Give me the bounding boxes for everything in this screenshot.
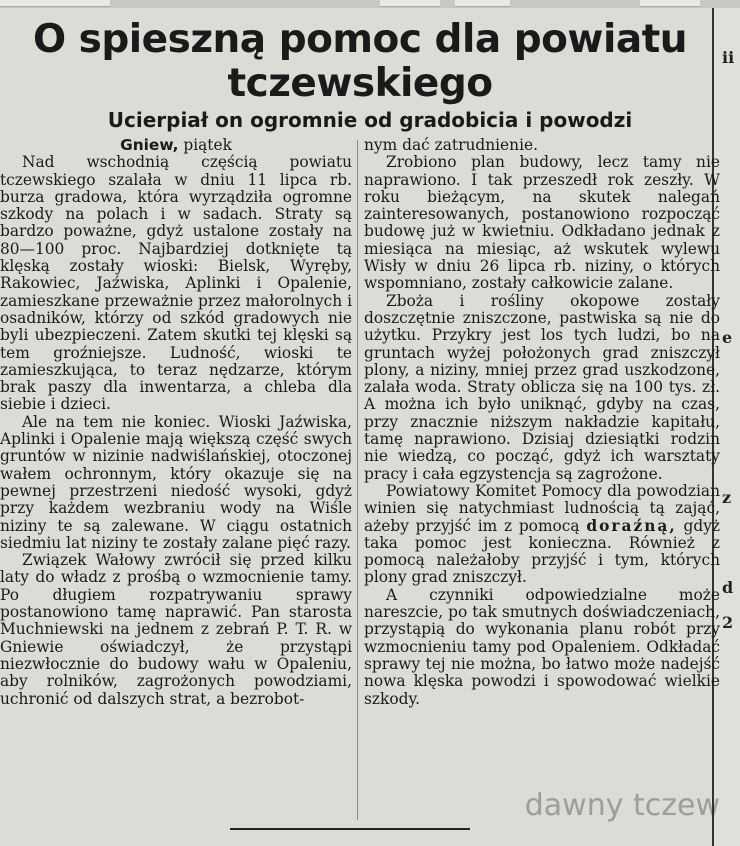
paragraph: Nad wschodnią częścią powiatu tczewskiego szalała w dniu 11 lipca rb. burza gradowa, która wyrządziła ogromne szkody na polach i w sadach. Straty są bardzo poważne, gdyż ustalone zostały na 80—100 proc. Najbardziej dotknięte tą klęską zostały wioski: Bielsk, Wyręby, Rakowiec, Jaźwiska, Aplinki i Opalenie, zamieszkane przeważnie przez małorolnych i osadników, którzy od szkód gradowych nie byli ubezpieczeni. Zatem skutki tej klęski są tem groźniejsze. Ludność, wioski te zamieszkująca, to teraz nędzarze, którym brak paszy dla inwentarza, a chleba dla siebie i dzieci. [0, 153, 353, 414]
top-strip-segment [455, 0, 510, 7]
dateline-place: Gniew, [120, 136, 179, 154]
margin-fragment: z [722, 488, 732, 507]
margin-fragment: ii [722, 48, 735, 67]
watermark: dawny tczew [524, 788, 720, 823]
paragraph: Związek Wałowy zwrócił się przed kilku laty do władz z prośbą o wzmocnienie tamy. Po długiem rozpatrywaniu sprawy postanowiono tamę naprawić. Pan starosta Muchniewski na jednem z zebrań P. T. R. w Gniewie oświadczył, że przystąpi niezwłocznie do budowy wału w Opaleniu, aby rolników, zagrożonych powodziami, uchronić od dalszych strat, a bezrobot- [0, 551, 352, 708]
article-column-right [364, 137, 720, 708]
paragraph: Ale na tem nie koniec. Wioski Jaźwiska, Aplinki i Opalenie mają większą część swych gruntów w nizinie nadwiślańskiej, otoczonej wałem ochronnym, który okazuje się na pewnej przestrzeni niedość wysoki, gdyż przy każdem wezbraniu wody na Wiśle niziny te są zalewane. W ciągu ostatnich siedmiu lat niziny te zostały zalane pięć razy. [0, 412, 352, 552]
top-strip [0, 0, 740, 8]
paragraph: A czynniki odpowiedzialne może nareszcie, po tak smutnych doświadczeniach, przystąpią do wykonania planu robót przy wzmocnieniu tamy pod Opaleniem. Odkładać sprawy tej nie można, bo łatwo może nadejść nowa klęska powodzi i spowodować wielkie szkody. [364, 585, 720, 708]
article-title: O spieszną pomoc dla powiatu tczewskiego [32, 17, 688, 106]
paragraph [364, 483, 720, 587]
article-subtitle: Ucierpiał on ogromnie od gradobicia i powodzi [107, 108, 633, 132]
bottom-rule [230, 828, 470, 830]
paragraph-text: Powiatowy Komitet Pomocy dla powodzian winien się natychmiast ludnością tą zająć, ażeby przyjść im z pomocą [364, 481, 720, 535]
column-divider [357, 140, 358, 820]
dateline [0, 137, 352, 154]
paragraph-continuation: nym dać zatrudnienie. [364, 136, 539, 154]
top-strip-segment [380, 0, 440, 7]
margin-fragment: 2 [722, 613, 734, 632]
top-strip-segment [0, 0, 110, 7]
paragraph: Zboża i rośliny okopowe zostały doszczętnie zniszczone, pastwiska są nie do użytku. Przykry jest los tych ludzi, bo na gruntach wyżej położonych grad zniszczył plony, a niziny, mniej przez grad uszkodzone, zalała woda. Straty oblicza się na 100 tys. zł. A można ich było uniknąć, gdyby na czas, przy znacznie niższym nakładzie kapitału, tamę naprawiono. Dzisiaj dziesiątki rodzin nie wiedzą, co począć, gdyż ich warsztaty pracy i cała egzystencja są zagrożone. [364, 291, 720, 483]
paragraph-text: gdyż taka pomoc jest konieczna. Również z pomocą należałoby przyjść i tym, których plony grad zniszczył. [364, 516, 720, 587]
emphasized-word: doraźną, [586, 516, 677, 535]
article-column-left [0, 137, 352, 708]
margin-fragment: e [722, 328, 733, 347]
margin-fragment: d [722, 578, 734, 597]
top-strip-segment [640, 0, 700, 7]
paragraph: Zrobiono plan budowy, lecz tamy nie naprawiono. I tak przeszedł rok zeszły. W roku bieżącym, na skutek nalegań zainteresowanych, postanowiono rozpocząć budowę już w kwietniu. Odkładano jednak z miesiąca na miesiąc, aż wskutek wylewu Wisły w dniu 26 lipca rb. niziny, o których wspomniano, zostały całkowicie zalane. [364, 153, 720, 293]
dateline-day: piątek [183, 136, 232, 154]
